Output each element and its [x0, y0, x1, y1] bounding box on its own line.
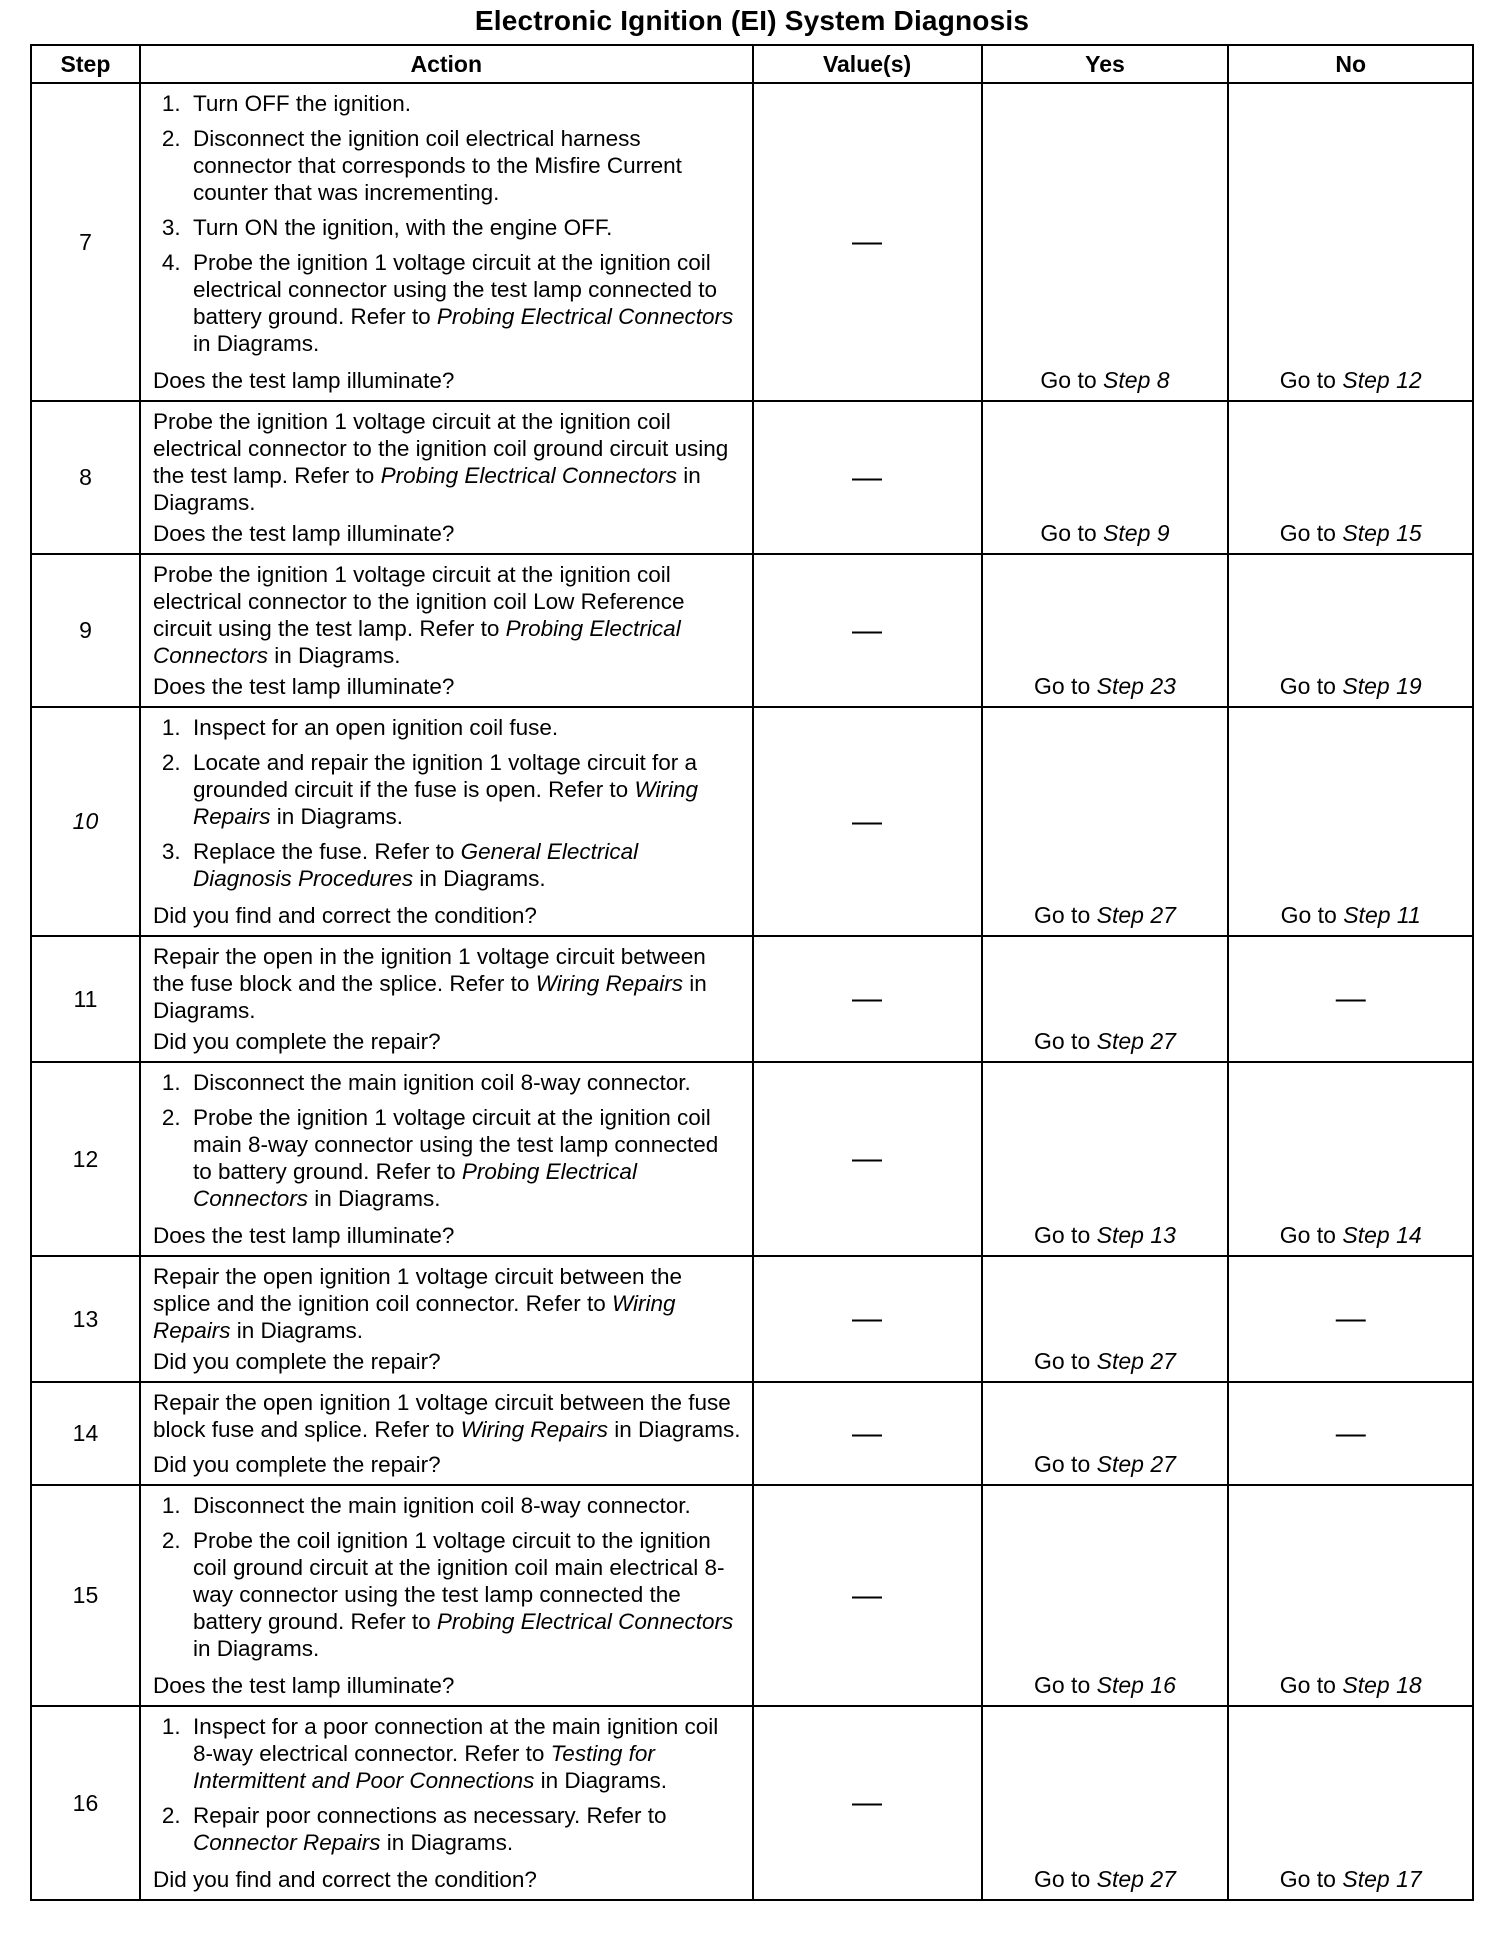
- no-cell: Go to Step 19: [1228, 554, 1473, 707]
- step-number: 11: [31, 936, 140, 1062]
- action-cell: [140, 83, 753, 401]
- action-step-item: 3. Turn ON the ignition, with the engine OFF.: [187, 214, 742, 241]
- action-body: [153, 90, 742, 363]
- action-question: Does the test lamp illuminate?: [152, 521, 455, 546]
- no-cell: —: [1228, 1382, 1473, 1485]
- table-header-row: [31, 45, 1473, 83]
- no-cell: —: [1228, 936, 1473, 1062]
- step-reference: Step 11: [1343, 902, 1421, 928]
- table-row: [31, 1706, 1473, 1900]
- header-values: Value(s): [753, 45, 982, 83]
- value-cell: —: [753, 401, 982, 554]
- italic-reference: Probing Electrical Connectors: [436, 304, 734, 329]
- yes-cell: Go to Step 27: [982, 1706, 1229, 1900]
- step-number: 10: [31, 707, 140, 936]
- yes-cell: Go to Step 27: [982, 707, 1229, 936]
- action-cell: [140, 936, 753, 1062]
- step-reference: Step 27: [1096, 1451, 1176, 1477]
- action-content: [141, 1707, 752, 1899]
- header-action: Action: [140, 45, 753, 83]
- action-step-item: 2. Probe the coil ignition 1 voltage circuit to the ignition coil ground circuit at the ignition coil main electrical 8-way connector using the test lamp connected the battery ground. Refer to Probing Electrical Connectors in Diagrams.: [187, 1527, 742, 1662]
- header-no: No: [1228, 45, 1473, 83]
- step-number: 13: [31, 1256, 140, 1382]
- action-body: [153, 561, 742, 669]
- action-steps-list: [153, 1492, 742, 1662]
- step-reference: Step 8: [1103, 367, 1170, 393]
- yes-cell: Go to Step 8: [982, 83, 1229, 401]
- action-step-item: 2. Probe the ignition 1 voltage circuit at the ignition coil main 8-way connector using the test lamp connected to battery ground. Refer to Probing Electrical Connectors in Diagrams.: [187, 1104, 742, 1212]
- action-body: [153, 1389, 742, 1443]
- no-cell: Go to Step 12: [1228, 83, 1473, 401]
- action-cell: [140, 707, 753, 936]
- yes-cell: Go to Step 27: [982, 1256, 1229, 1382]
- italic-reference: Wiring Repairs: [152, 1291, 676, 1343]
- action-cell: [140, 1382, 753, 1485]
- action-text: Probe the ignition 1 voltage circuit at the ignition coil electrical connector to the ignition coil ground circuit using the test lamp. Refer to Probing Electrical Connectors in Diagrams.: [152, 409, 729, 515]
- value-cell: —: [753, 936, 982, 1062]
- value-cell: —: [753, 1706, 982, 1900]
- action-question: Does the test lamp illuminate?: [152, 368, 455, 393]
- table-row: [31, 936, 1473, 1062]
- action-question: Did you find and correct the condition?: [152, 1867, 537, 1892]
- action-cell: [140, 1062, 753, 1256]
- action-steps-list: [153, 1713, 742, 1856]
- step-reference: Step 19: [1342, 673, 1422, 699]
- action-body: [153, 1263, 742, 1344]
- action-body: [153, 1492, 742, 1668]
- italic-reference: General Electrical Diagnosis Procedures: [192, 839, 639, 891]
- step-number: 12: [31, 1062, 140, 1256]
- step-reference: Step 23: [1096, 673, 1176, 699]
- value-cell: —: [753, 707, 982, 936]
- step-reference: Step 15: [1342, 520, 1422, 546]
- page-title: Electronic Ignition (EI) System Diagnosis: [474, 5, 1030, 36]
- step-reference: Step 27: [1096, 1866, 1176, 1892]
- action-cell: [140, 1706, 753, 1900]
- step-number: 9: [31, 554, 140, 707]
- value-cell: —: [753, 1256, 982, 1382]
- action-cell: [140, 1256, 753, 1382]
- step-reference: Step 14: [1342, 1222, 1422, 1248]
- step-number: 14: [31, 1382, 140, 1485]
- action-question: Did you complete the repair?: [152, 1029, 441, 1054]
- action-text: Repair the open ignition 1 voltage circuit between the fuse block fuse and splice. Refer to Wiring Repairs in Diagrams.: [152, 1390, 741, 1442]
- action-step-item: 1. Turn OFF the ignition.: [187, 90, 742, 117]
- action-step-item: 2. Repair poor connections as necessary. Refer to Connector Repairs in Diagrams.: [187, 1802, 742, 1856]
- action-step-item: 1. Disconnect the main ignition coil 8-way connector.: [187, 1069, 742, 1096]
- action-step-item: 1. Inspect for a poor connection at the main ignition coil 8-way electrical connector. Refer to Testing for Intermittent and Poor Connections in Diagrams.: [187, 1713, 742, 1794]
- step-reference: Step 18: [1342, 1672, 1422, 1698]
- action-body: [153, 714, 742, 898]
- italic-reference: Connector Repairs: [192, 1830, 381, 1855]
- italic-reference: Wiring Repairs: [460, 1417, 608, 1442]
- step-reference: Step 12: [1342, 367, 1422, 393]
- no-cell: —: [1228, 1256, 1473, 1382]
- italic-reference: Probing Electrical Connectors: [380, 463, 677, 488]
- no-cell: Go to Step 15: [1228, 401, 1473, 554]
- table-row: [31, 1382, 1473, 1485]
- italic-reference: Wiring Repairs: [535, 971, 684, 996]
- italic-reference: Wiring Repairs: [192, 777, 699, 829]
- value-cell: —: [753, 83, 982, 401]
- action-steps-list: [153, 714, 742, 892]
- italic-reference: Probing Electrical Connectors: [436, 1609, 734, 1634]
- action-step-item: 1. Disconnect the main ignition coil 8-way connector.: [187, 1492, 742, 1519]
- table-row: [31, 707, 1473, 936]
- italic-reference: Probing Electrical Connectors: [192, 1159, 637, 1211]
- step-reference: Step 16: [1096, 1672, 1176, 1698]
- action-step-item: 2. Locate and repair the ignition 1 voltage circuit for a grounded circuit if the fuse is open. Refer to Wiring Repairs in Diagrams.: [187, 749, 742, 830]
- action-steps-list: [153, 1069, 742, 1212]
- action-content: [141, 937, 752, 1061]
- action-question: Did you complete the repair?: [152, 1452, 441, 1477]
- action-body: [153, 1069, 742, 1218]
- action-body: [153, 943, 742, 1024]
- step-reference: Step 27: [1096, 902, 1176, 928]
- value-cell: —: [753, 1382, 982, 1485]
- no-cell: Go to Step 11: [1228, 707, 1473, 936]
- no-cell: Go to Step 14: [1228, 1062, 1473, 1256]
- action-text: Repair the open ignition 1 voltage circuit between the splice and the ignition coil connector. Refer to Wiring Repairs in Diagrams.: [152, 1264, 683, 1343]
- action-content: [141, 1383, 752, 1484]
- italic-reference: Testing for Intermittent and Poor Connections: [192, 1741, 655, 1793]
- action-content: [141, 1257, 752, 1381]
- yes-cell: Go to Step 27: [982, 1382, 1229, 1485]
- no-cell: Go to Step 18: [1228, 1485, 1473, 1706]
- action-content: [141, 1486, 752, 1705]
- action-body: [153, 408, 742, 516]
- step-reference: Step 13: [1096, 1222, 1176, 1248]
- step-number: 8: [31, 401, 140, 554]
- action-steps-list: [153, 90, 742, 357]
- action-cell: [140, 401, 753, 554]
- action-question: Does the test lamp illuminate?: [152, 1223, 455, 1248]
- action-step-item: 2. Disconnect the ignition coil electrical harness connector that corresponds to the Misfire Current counter that was incrementing.: [187, 125, 742, 206]
- header-step: Step: [31, 45, 140, 83]
- italic-reference: Probing Electrical Connectors: [152, 616, 681, 668]
- action-step-item: 4. Probe the ignition 1 voltage circuit at the ignition coil electrical connector using the test lamp connected to battery ground. Refer to Probing Electrical Connectors in Diagrams.: [187, 249, 742, 357]
- step-reference: Step 27: [1096, 1028, 1176, 1054]
- yes-cell: Go to Step 23: [982, 554, 1229, 707]
- table-row: [31, 83, 1473, 401]
- yes-cell: Go to Step 13: [982, 1062, 1229, 1256]
- action-content: [141, 1063, 752, 1255]
- no-cell: Go to Step 17: [1228, 1706, 1473, 1900]
- action-text: Repair the open in the ignition 1 voltage circuit between the fuse block and the splice. Refer to Wiring Repairs in Diagrams.: [152, 944, 707, 1023]
- step-number: 16: [31, 1706, 140, 1900]
- action-content: [141, 555, 752, 706]
- step-number: 15: [31, 1485, 140, 1706]
- action-question: Does the test lamp illuminate?: [152, 1673, 455, 1698]
- action-step-item: 3. Replace the fuse. Refer to General Electrical Diagnosis Procedures in Diagrams.: [187, 838, 742, 892]
- action-cell: [140, 1485, 753, 1706]
- action-question: Did you find and correct the condition?: [152, 903, 537, 928]
- yes-cell: Go to Step 9: [982, 401, 1229, 554]
- diagnosis-table: [30, 44, 1474, 1901]
- step-reference: Step 17: [1342, 1866, 1422, 1892]
- value-cell: —: [753, 1485, 982, 1706]
- action-step-item: 1. Inspect for an open ignition coil fuse.: [187, 714, 742, 741]
- step-reference: Step 9: [1103, 520, 1170, 546]
- action-question: Does the test lamp illuminate?: [152, 674, 455, 699]
- action-content: [141, 708, 752, 935]
- table-row: [31, 554, 1473, 707]
- action-content: [141, 84, 752, 400]
- action-cell: [140, 554, 753, 707]
- yes-cell: Go to Step 27: [982, 936, 1229, 1062]
- table-row: [31, 1485, 1473, 1706]
- action-body: [153, 1713, 742, 1862]
- action-content: [141, 402, 752, 553]
- yes-cell: Go to Step 16: [982, 1485, 1229, 1706]
- value-cell: —: [753, 1062, 982, 1256]
- table-row: [31, 1256, 1473, 1382]
- value-cell: —: [753, 554, 982, 707]
- step-number: 7: [31, 83, 140, 401]
- header-yes: Yes: [982, 45, 1229, 83]
- table-row: [31, 1062, 1473, 1256]
- action-text: Probe the ignition 1 voltage circuit at the ignition coil electrical connector to the ignition coil Low Reference circuit using the test lamp. Refer to Probing Electrical Connectors in Diagrams.: [152, 562, 685, 668]
- table-row: [31, 401, 1473, 554]
- action-question: Did you complete the repair?: [152, 1349, 441, 1374]
- step-reference: Step 27: [1096, 1348, 1176, 1374]
